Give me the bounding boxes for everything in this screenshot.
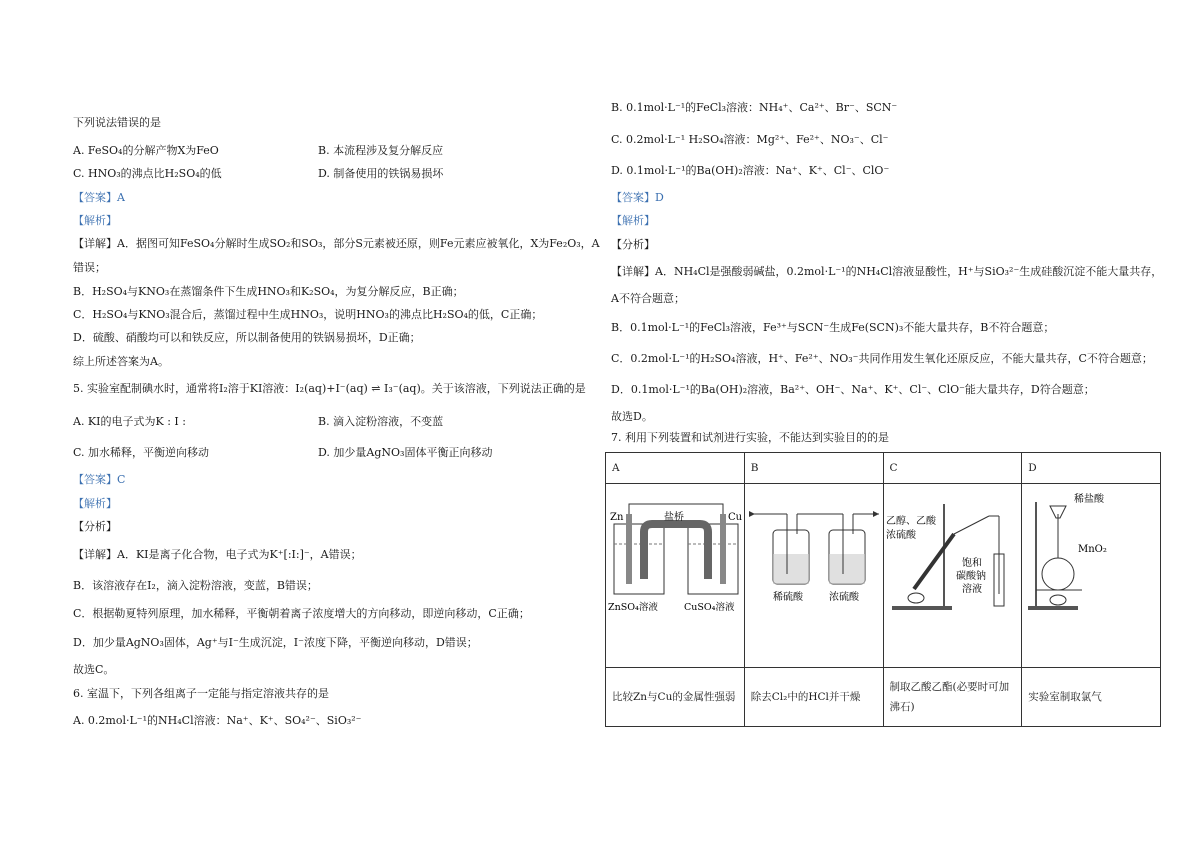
gas-washing-diagram	[745, 484, 884, 664]
q7-stem: 7. 利用下列装置和试剂进行实验，不能达到实验目的的是	[611, 431, 889, 444]
q6-detail-1b: A不符合题意；	[611, 292, 685, 305]
q5-summary: 故选C。	[73, 663, 115, 676]
caption-d: 实验室制取氯气	[1022, 668, 1161, 727]
ester-prep-diagram	[884, 484, 1023, 664]
figure-cell-d	[1022, 484, 1161, 668]
label-znso4: ZnSO₄溶液	[608, 602, 658, 613]
figure-cell-a	[606, 484, 745, 668]
q5-detail-2: B．该溶液存在I₂，滴入淀粉溶液，变蓝，B错误；	[73, 579, 318, 592]
zn-electrode	[626, 514, 632, 584]
q6-analysis-sub: 【分析】	[611, 238, 655, 251]
q4-detail-4: C．H₂SO₄与KNO₃混合后，蒸馏过程中生成HNO₃，说明HNO₃的沸点比H₂SO₄的低，C正确；	[73, 308, 543, 321]
q4-detail-3: B．H₂SO₄与KNO₃在蒸馏条件下生成HNO₃和K₂SO₄，为复分解反应，B正确；	[73, 285, 464, 298]
q6-option-c: C. 0.2mol·L⁻¹ H₂SO₄溶液：Mg²⁺、Fe²⁺、NO₃⁻、Cl⁻	[611, 133, 889, 146]
caption-c: 制取乙酸乙酯(必要时可加沸石)	[883, 668, 1022, 727]
beaker-left	[614, 524, 664, 594]
label-saturated: 饱和	[961, 558, 982, 569]
header-b: B	[744, 453, 883, 484]
q4-detail-1: 【详解】A．据图可知FeSO₄分解时生成SO₂和SO₃，部分S元素被还原，则Fe元素应被氧化，X为Fe₂O₃，A	[73, 237, 600, 250]
q4-option-a: A. FeSO₄的分解产物X为FeO	[73, 144, 219, 157]
label-dilute-hcl: 稀盐酸	[1074, 494, 1105, 505]
lamp-d	[1050, 595, 1066, 605]
q6-detail-3: C．0.2mol·L⁻¹的H₂SO₄溶液，H⁺、Fe²⁺、NO₃⁻共同作用发生氧化还原反应，不能大量共存，C不符合题意；	[611, 352, 1153, 365]
q4-detail-5: D．硫酸、硝酸均可以和铁反应，所以制备使用的铁锅易损坏，D正确；	[73, 331, 421, 344]
figure-cell-b	[744, 484, 883, 668]
header-c: C	[883, 453, 1022, 484]
q5-analysis-sub: 【分析】	[73, 520, 117, 533]
alcohol-lamp	[908, 593, 924, 603]
label-sodium-carbonate: 碳酸钠	[955, 571, 986, 582]
q6-analysis-label: 【解析】	[611, 214, 655, 227]
label-mno2: MnO₂	[1078, 544, 1108, 555]
label-conc-h2so4: 浓硫酸	[828, 592, 859, 603]
q4-stem-tail: 下列说法错误的是	[73, 116, 161, 129]
q5-detail-4: D．加少量AgNO₃固体，Ag⁺与I⁻生成沉淀，I⁻浓度下降，平衡逆向移动，D错误；	[73, 636, 478, 649]
chlorine-prep-diagram	[1022, 484, 1161, 664]
q5-option-a: A. KI的电子式为K : I :	[73, 415, 186, 428]
q5-answer: 【答案】C	[73, 473, 126, 486]
label-cu: Cu	[728, 512, 743, 523]
beaker-right	[688, 524, 738, 594]
q4-answer: 【答案】A	[73, 191, 125, 204]
q6-option-a: A. 0.2mol·L⁻¹的NH₄Cl溶液：Na⁺、K⁺、SO₄²⁻、SiO₃²⁻	[73, 714, 362, 727]
cu-electrode	[720, 514, 726, 584]
header-a: A	[606, 453, 745, 484]
label-zn: Zn	[610, 512, 624, 523]
q4-option-b: B. 本流程涉及复分解反应	[318, 144, 444, 157]
round-flask	[1042, 558, 1074, 590]
apparatus-table	[605, 452, 1161, 727]
header-d: D	[1022, 453, 1161, 484]
q6-stem: 6. 室温下，下列各组离子一定能与指定溶液共存的是	[73, 687, 329, 700]
caption-a: 比较Zn与Cu的金属性强弱	[606, 668, 745, 727]
q5-option-d: D. 加少量AgNO₃固体平衡正向移动	[318, 446, 493, 459]
q5-options-row1	[73, 415, 573, 429]
galvanic-cell-diagram	[606, 484, 745, 664]
q5-stem: 5. 实验室配制碘水时，通常将I₂溶于KI溶液：I₂(aq)+I⁻(aq) ⇌ I₃⁻(aq)。关于该溶液，下列说法正确的是	[73, 382, 586, 395]
q6-detail-4: D．0.1mol·L⁻¹的Ba(OH)₂溶液，Ba²⁺、OH⁻、Na⁺、K⁺、Cl⁻、ClO⁻能大量共存，D符合题意；	[611, 383, 1095, 396]
q4-options-row1	[73, 144, 573, 158]
label-solution: 溶液	[961, 584, 982, 595]
label-salt-bridge: 盐桥	[664, 512, 684, 523]
q4-option-d: D. 制备使用的铁锅易损坏	[318, 167, 444, 180]
q4-detail-2: 错误；	[73, 261, 106, 274]
caption-b: 除去Cl₂中的HCl并干燥	[744, 668, 883, 727]
stand-base-d	[1028, 606, 1078, 610]
apparatus-figure-row	[606, 484, 1161, 668]
stand-base	[892, 606, 952, 610]
apparatus-caption-row	[606, 668, 1161, 727]
q4-summary: 综上所述答案为A。	[73, 355, 169, 368]
label-ethanol-acid: 乙醇、乙酸	[885, 516, 936, 527]
q4-analysis-label: 【解析】	[73, 214, 117, 227]
q5-option-c: C. 加水稀释，平衡逆向移动	[73, 446, 210, 459]
q6-option-d: D. 0.1mol·L⁻¹的Ba(OH)₂溶液：Na⁺、K⁺、Cl⁻、ClO⁻	[611, 164, 890, 177]
q5-options-row2	[73, 446, 573, 460]
q5-detail-1: 【详解】A．KI是离子化合物，电子式为K⁺[:I:]⁻，A错误；	[73, 548, 362, 561]
figure-cell-c	[883, 484, 1022, 668]
salt-bridge	[644, 524, 708, 579]
test-tube-heated	[914, 534, 954, 589]
q4-options-row2	[73, 167, 573, 181]
apparatus-header-row	[606, 453, 1161, 484]
label-conc-h2so4-c: 浓硫酸	[885, 530, 916, 541]
q5-analysis-label: 【解析】	[73, 497, 117, 510]
label-dilute-h2so4: 稀硫酸	[772, 592, 803, 603]
q6-answer: 【答案】D	[611, 191, 664, 204]
q4-option-c: C. HNO₃的沸点比H₂SO₄的低	[73, 167, 222, 180]
q6-option-b: B. 0.1mol·L⁻¹的FeCl₃溶液：NH₄⁺、Ca²⁺、Br⁻、SCN⁻	[611, 101, 898, 114]
q6-detail-2: B．0.1mol·L⁻¹的FeCl₃溶液，Fe³⁺与SCN⁻生成Fe(SCN)₃不能大量共存，B不符合题意；	[611, 321, 1055, 334]
q5-detail-3: C．根据勒夏特列原理，加水稀释，平衡朝着离子浓度增大的方向移动，即逆向移动，C正确；	[73, 607, 530, 620]
q6-detail-1: 【详解】A．NH₄Cl是强酸弱碱盐，0.2mol·L⁻¹的NH₄Cl溶液显酸性，H⁺与SiO₃²⁻生成硅酸沉淀不能大量共存，	[611, 265, 1163, 278]
label-cuso4: CuSO₄溶液	[684, 602, 735, 613]
q5-option-b: B. 滴入淀粉溶液，不变蓝	[318, 415, 444, 428]
q6-summary: 故选D。	[611, 410, 653, 423]
